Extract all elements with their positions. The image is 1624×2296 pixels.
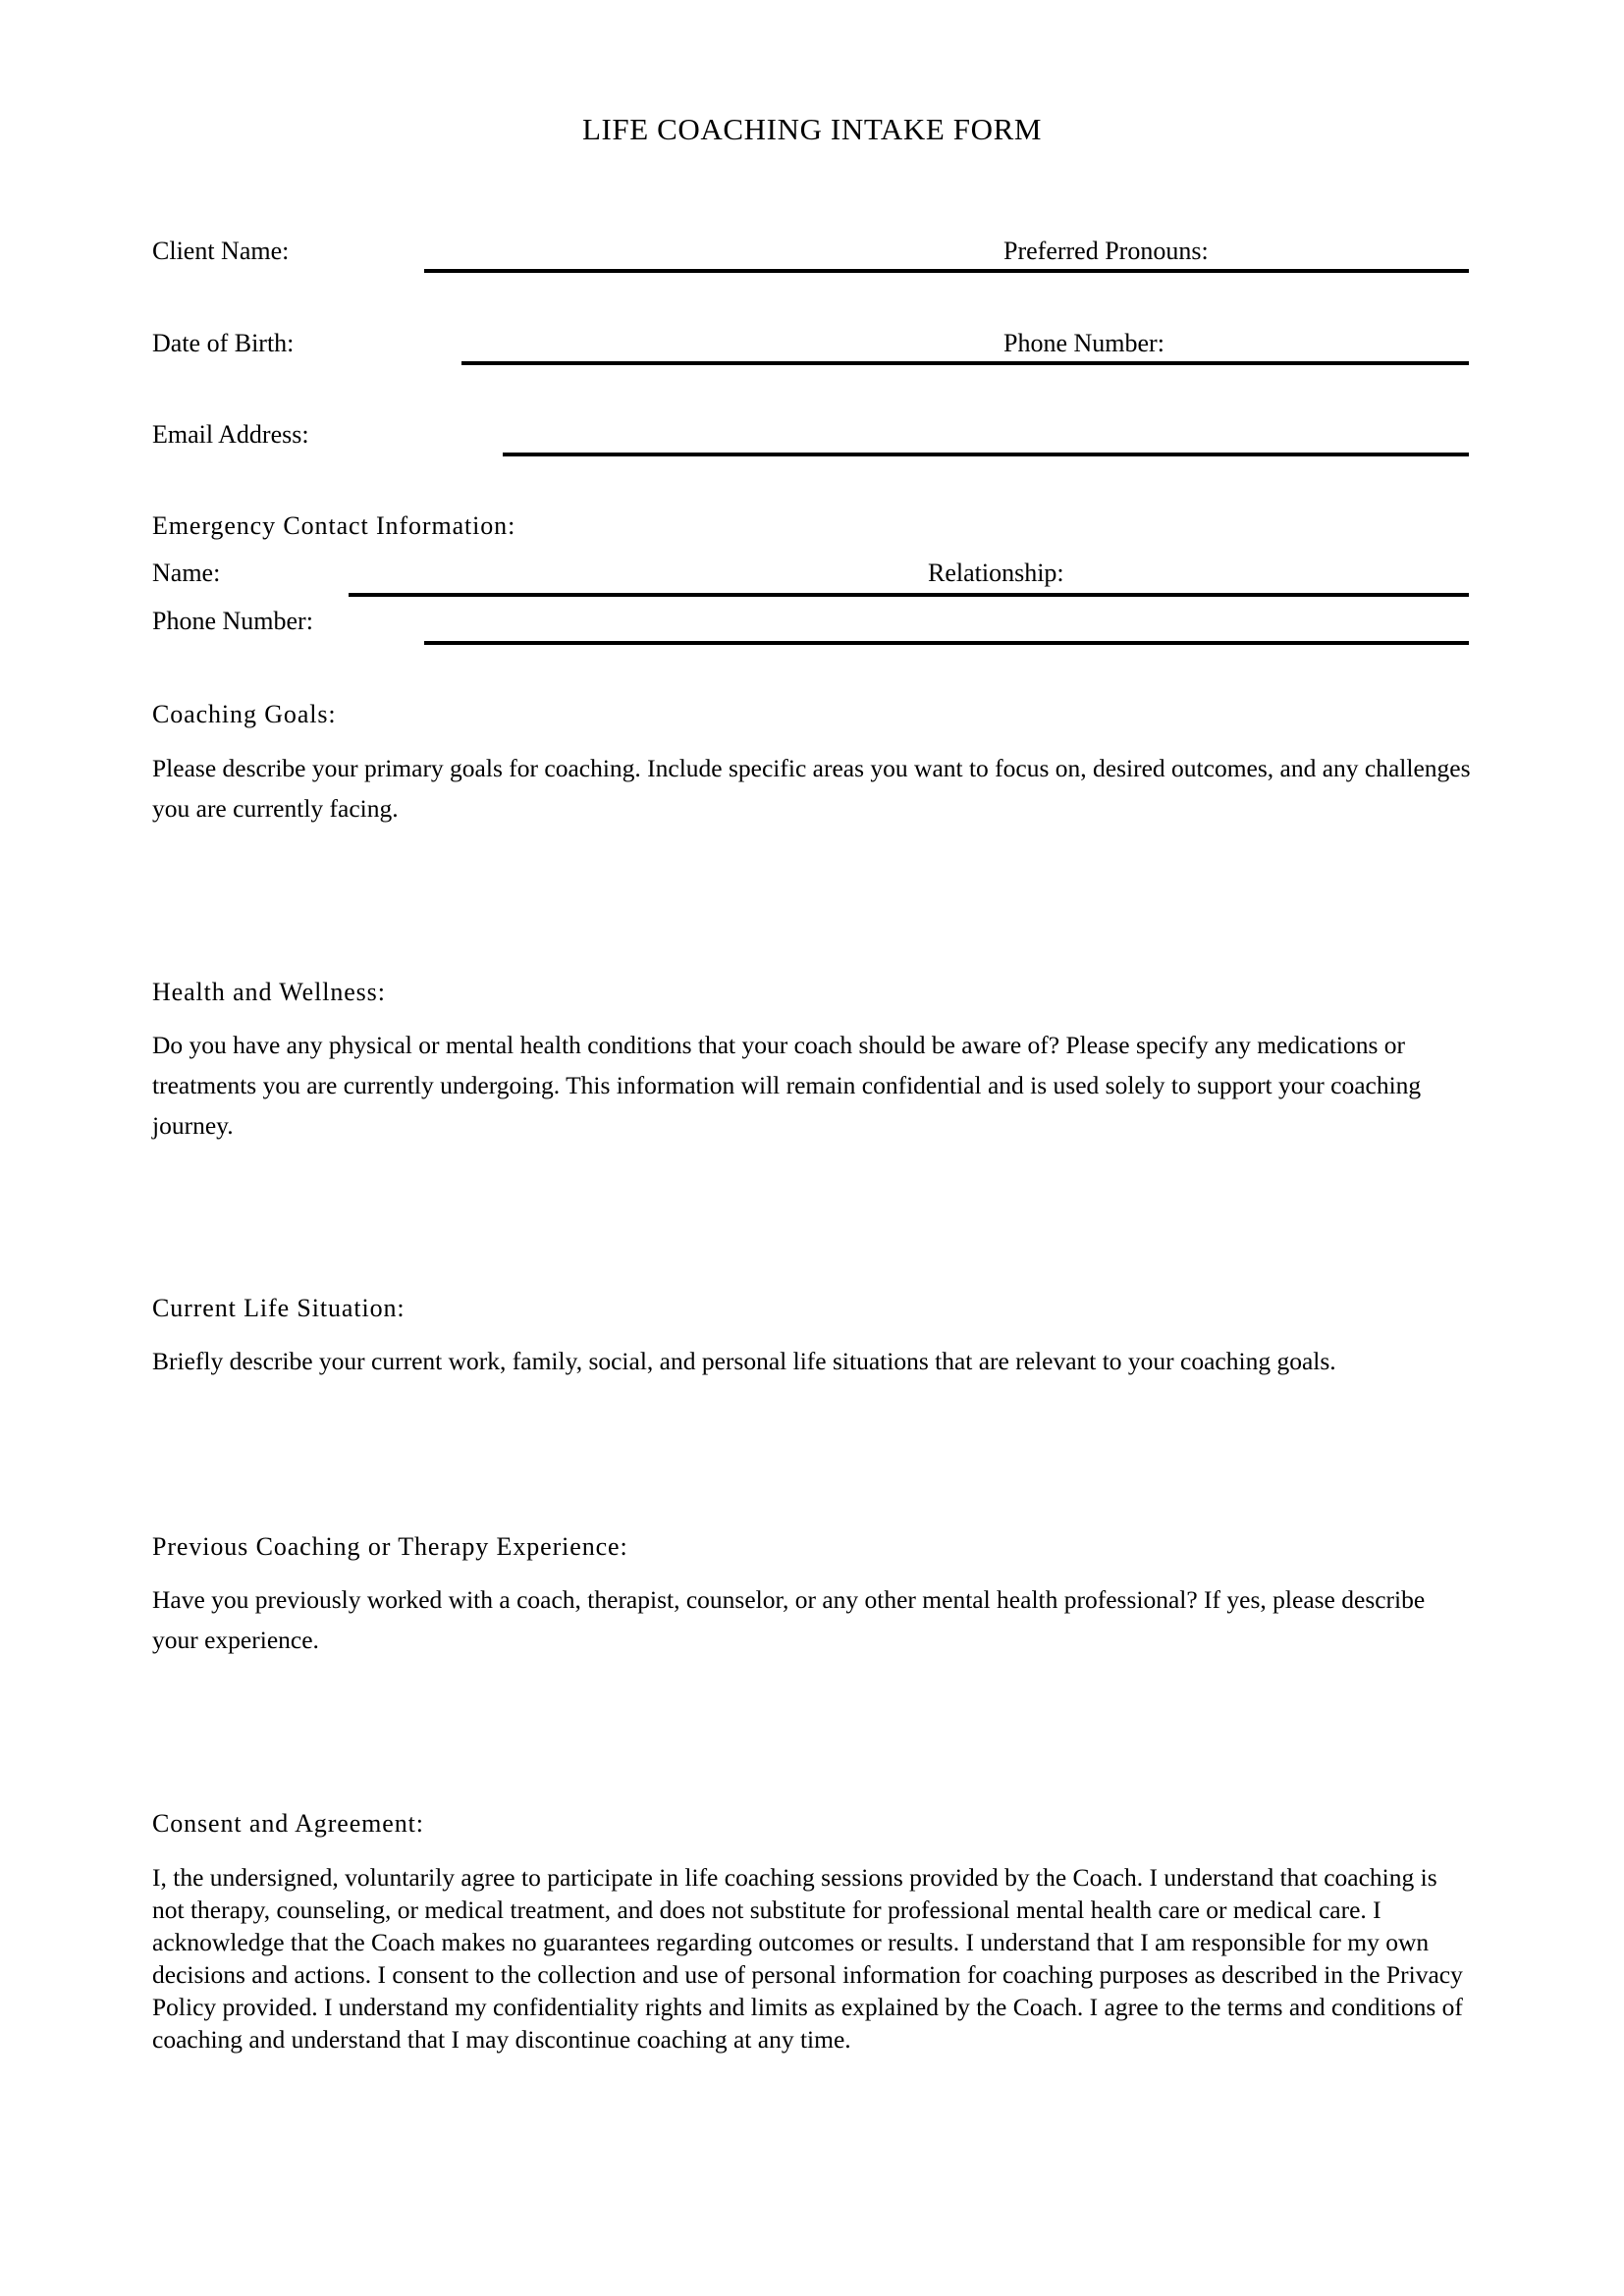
current-life-situation-answer-area[interactable] xyxy=(152,1384,1473,1531)
section-heading-coaching-goals: Coaching Goals: xyxy=(152,700,337,728)
health-and-wellness-answer-area[interactable] xyxy=(152,1148,1473,1286)
date-of-birth-label: Date of Birth: xyxy=(152,329,295,357)
section-body-current-life-situation: Briefly describe your current work, family, social, and personal life situations that are relevant to your coaching goals. xyxy=(152,1347,1336,1375)
emergency-contact-phone-input-line[interactable] xyxy=(424,641,1469,645)
section-heading-previous-coaching: Previous Coaching or Therapy Experience: xyxy=(152,1532,628,1561)
previous-coaching-answer-area[interactable] xyxy=(152,1661,1473,1803)
emergency-contact-name-input-line[interactable] xyxy=(349,593,1469,597)
section-body-previous-coaching: Have you previously worked with a coach, therapist, counselor, or any other mental health professional? If yes, please describe your experience. xyxy=(152,1585,1426,1654)
section-body-consent-and-agreement: I, the undersigned, voluntarily agree to participate in life coaching sessions provided by the Coach. I understand that coaching is not therapy, counseling, or medical treatment, and does not substitute for professional mental health care or medical care. I acknowledge that the Coach makes no guarantees regarding outcomes or results. I understand that I am responsible for my own decisions and actions. I consent to the collection and use of personal information for coaching purposes as described in the Privacy Policy provided. I understand my confidentiality rights and limits as explained by the Coach. I agree to the terms and conditions of coaching and understand that I may discontinue coaching at any time. xyxy=(152,1863,1463,2054)
emergency-contact-heading: Emergency Contact Information: xyxy=(152,511,516,540)
client-name-input-line[interactable] xyxy=(424,269,1469,273)
section-body-coaching-goals: Please describe your primary goals for coaching. Include specific areas you want to focus on, desired outcomes, and any challenges you are currently facing. xyxy=(152,754,1471,823)
client-name-label: Client Name: xyxy=(152,237,290,265)
emergency-contact-relationship-label: Relationship: xyxy=(928,559,1064,587)
section-heading-consent-and-agreement: Consent and Agreement: xyxy=(152,1809,424,1838)
section-body-health-and-wellness: Do you have any physical or mental health conditions that your coach should be aware of? Please specify any medications or treatments you are currently undergoing. This information will remain confidential and is used solely to support your coaching journey. xyxy=(152,1031,1422,1140)
preferred-pronouns-label: Preferred Pronouns: xyxy=(1003,237,1209,265)
page-title: LIFE COACHING INTAKE FORM xyxy=(581,112,1043,146)
phone-number-label: Phone Number: xyxy=(1003,329,1164,357)
email-address-label: Email Address: xyxy=(152,420,309,449)
coaching-goals-answer-area[interactable] xyxy=(152,829,1473,972)
section-heading-current-life-situation: Current Life Situation: xyxy=(152,1294,406,1322)
section-heading-health-and-wellness: Health and Wellness: xyxy=(152,978,386,1006)
date-of-birth-input-line[interactable] xyxy=(461,361,1469,365)
email-address-input-line[interactable] xyxy=(503,453,1469,456)
emergency-contact-phone-label: Phone Number: xyxy=(152,607,313,635)
emergency-contact-name-label: Name: xyxy=(152,559,221,587)
